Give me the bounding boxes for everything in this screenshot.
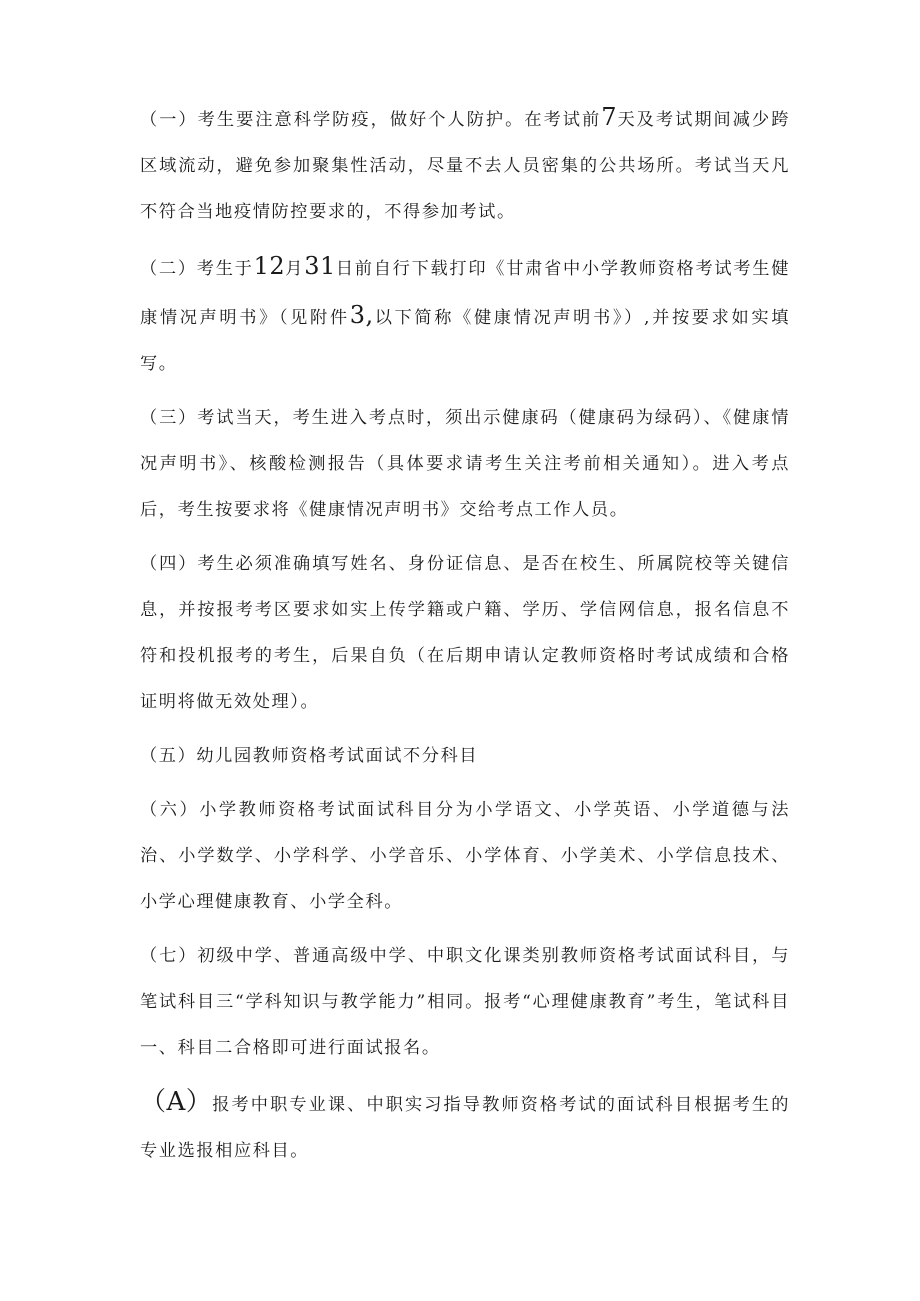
paragraph-3-text: 考试当天，考生进入考点时，须出示健康码（健康码为绿码）、《健康情况声明书》、核酸检测报告（具体要求请考生关注考前相关通知）。进入考点后，考生按要求将《健康情况声明书》交给考点工作人员。 — [140, 408, 790, 520]
document-body — [140, 94, 790, 1182]
paragraph-8 — [140, 1079, 790, 1174]
item-label-5: （五） — [140, 746, 197, 766]
item-label-4: （四） — [140, 554, 198, 574]
paragraph-2-text-d: 以下简称《健康情况声明书》）,并按要求如实填写。 — [140, 308, 790, 374]
paragraph-2-text-c: 日前自行下载打印《甘肃省中小学教师资格考试考生健康情况声明书》（见附件 — [140, 259, 790, 328]
days-number: 7 — [601, 103, 618, 131]
item-label-3: （三） — [140, 408, 198, 428]
paragraph-6-text: 小学教师资格考试面试科目分为小学语文、小学英语、小学道德与法治、小学数学、小学科学、小学音乐、小学体育、小学美术、小学信息技术、小学心理健康教育、小学全科。 — [140, 800, 790, 912]
item-label-6: （六） — [140, 800, 200, 820]
paragraph-8-text: 报考中职专业课、中职实习指导教师资格考试的面试科目根据考生的专业选报相应科目。 — [140, 1095, 790, 1161]
paragraph-2-text-a: 考生于 — [196, 259, 254, 279]
item-label-1: （一） — [140, 110, 198, 130]
paragraph-3 — [140, 395, 790, 533]
paragraph-1-text-a: 考生要注意科学防疫，做好个人防护。在考试前 — [197, 110, 602, 130]
paragraph-4-text: 考生必须准确填写姓名、身份证信息、是否在校生、所属院校等关键信息，并按报考考区要求如实上传学籍或户籍、学历、学信网信息，报名信息不符和投机报考的考生，后果自负（在后期申请认定教师资格时考试成绩和合格证明将做无效处理）。 — [140, 554, 790, 712]
paragraph-2 — [140, 243, 790, 387]
paragraph-4 — [140, 541, 790, 725]
day-number: 31 — [304, 252, 336, 280]
paragraph-6 — [140, 787, 790, 925]
item-label-7: （七） — [140, 946, 198, 966]
paragraph-1-text-b: 天及考试期间减少跨区域流动，避免参加聚集性活动，尽量不去人员密集的公共场所。考试当天凡不符合当地疫情防控要求的，不得参加考试。 — [140, 110, 790, 222]
paragraph-7 — [140, 933, 790, 1071]
paragraph-1 — [140, 94, 790, 235]
item-label-8: （A） — [140, 1087, 213, 1117]
paragraph-7-text: 初级中学、普通高级中学、中职文化课类别教师资格考试面试科目，与笔试科目三“学科知识与教学能力”相同。报考“心理健康教育”考生，笔试科目一、科目二合格即可进行面试报名。 — [140, 946, 790, 1058]
paragraph-2-text-b: 月 — [285, 259, 305, 279]
paragraph-5 — [140, 733, 790, 779]
item-label-2: （二） — [140, 259, 197, 279]
month-number: 12 — [253, 252, 286, 280]
attachment-number: 3, — [349, 301, 374, 329]
paragraph-5-text: 幼儿园教师资格考试面试不分科目 — [196, 746, 479, 766]
